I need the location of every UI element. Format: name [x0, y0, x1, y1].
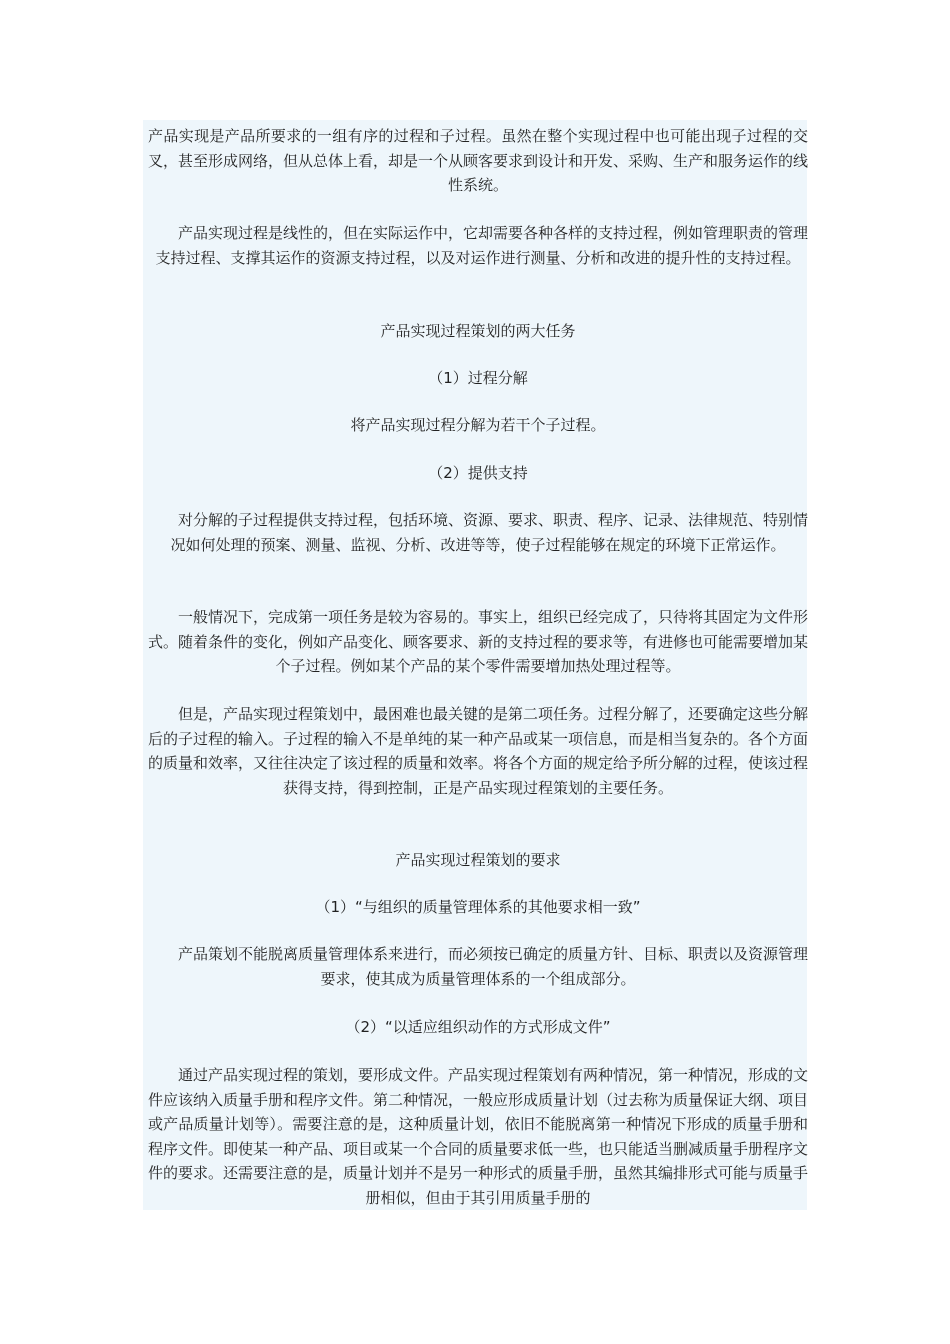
heading-consistency: （1）“与组织的质量管理体系的其他要求相一致”: [315, 898, 641, 916]
heading-documentation: （2）“以适应组织动作的方式形成文件”: [345, 1018, 611, 1036]
heading-process-decomposition: （1）过程分解: [428, 369, 528, 387]
paragraph-documentation: 通过产品实现过程的策划，要形成文件。产品实现过程策划有两种情况，第一种情况，形成的文件应该纳入质量手册和程序文件。第二种情况，一般应形成质量计划（过去称为质量保证大纲、项目或产品质量计划等）。需要注意的是，这种质量计划，依旧不能脱离第一种情况下形成的质量手册和程序文件。即使某一种产品、项目或某一个合同的质量要求低一些，也只能适当删减质量手册程序文件的要求。还需要注意的是，质量计划并不是另一种形式的质量手册，虽然其编排形式可能与质量手册相似，但由于其引用质量手册的: [148, 1066, 809, 1207]
paragraph-first-task: 一般情况下，完成第一项任务是较为容易的。事实上，组织已经完成了，只待将其固定为文件形式。随着条件的变化，例如产品变化、顾客要求、新的支持过程的要求等，有进修也可能需要增加某个子过程。例如某个产品的某个零件需要增加热处理过程等。: [148, 608, 809, 675]
paragraph-consistency: 产品策划不能脱离质量管理体系来进行，而必须按已确定的质量方针、目标、职责以及资源管理要求，使其成为质量管理体系的一个组成部分。: [178, 945, 809, 988]
paragraph-second-task: 但是，产品实现过程策划中，最困难也最关键的是第二项任务。过程分解了，还要确定这些分解后的子过程的输入。子过程的输入不是单纯的某一种产品或某一项信息，而是相当复杂的。各个方面的质量和效率，又往往决定了该过程的质量和效率。将各个方面的规定给予所分解的过程，使该过程获得支持，得到控制，正是产品实现过程策划的主要任务。: [148, 705, 809, 797]
document-body: [143, 120, 807, 1210]
heading-provide-support: （2）提供支持: [428, 464, 528, 482]
heading-two-tasks: 产品实现过程策划的两大任务: [380, 322, 576, 340]
heading-requirements: 产品实现过程策划的要求: [395, 851, 561, 869]
paragraph-support-process: 产品实现过程是线性的，但在实际运作中，它却需要各种各样的支持过程，例如管理职责的管理支持过程、支撑其运作的资源支持过程，以及对运作进行测量、分析和改进的提升性的支持过程。: [155, 224, 809, 267]
paragraph-intro: 产品实现是产品所要求的一组有序的过程和子过程。虽然在整个实现过程中也可能出现子过程的交叉，甚至形成网络，但从总体上看，却是一个从顾客要求到设计和开发、采购、生产和服务运作的线性系统。: [148, 127, 809, 194]
paragraph-support-detail: 对分解的子过程提供支持过程，包括环境、资源、要求、职责、程序、记录、法律规范、特别情况如何处理的预案、测量、监视、分析、改进等等，使子过程能够在规定的环境下正常运作。: [170, 511, 809, 554]
paragraph-decomposition: 将产品实现过程分解为若干个子过程。: [350, 416, 606, 434]
